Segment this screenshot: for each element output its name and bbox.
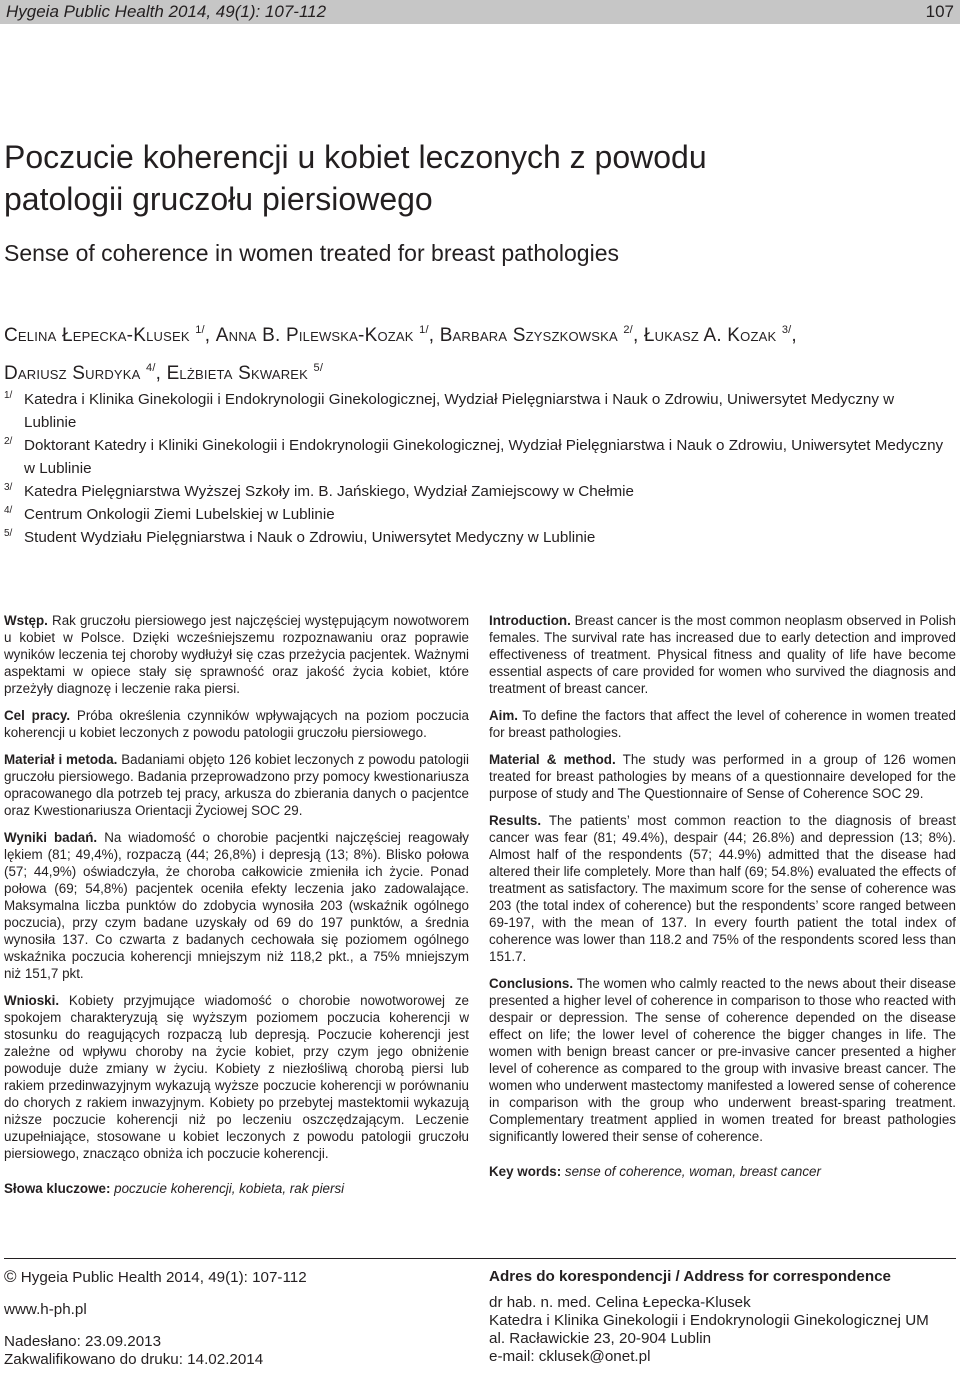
section-heading: Conclusions. [489, 976, 574, 991]
abstract-section [4, 751, 469, 819]
publication-info [4, 1268, 474, 1369]
abstract-section [489, 612, 956, 697]
section-text: To define the factors that affect the level of coherence in women treated for breast pathologies. [489, 708, 956, 740]
affiliation-item [4, 480, 949, 503]
section-text: Kobiety przyjmujące wiadomość o chorobie nowotworowej ze spokojem charakteryzują się wyższym poziomem poczucia koherencji w stosunku do reagujących rozpaczą lub depresją. Poczucie koherencji jest zależne od wpływu choroby na życie kobiet, przy czym jego obniżenie powoduje duże zmiany w życiu. Kobiety z niezłośliwą chorobą piersi lub rakiem przedinwazyjnym wykazują wyższe poczucie koherencji w porównaniu do chorych z rakiem inwazyjnym. Kobiety po przebytej mastektomii wykazują niższe poczucie koherencji niż po leczeniu oszczędzającym. Leczenie uzupełniające, stosowane u kobiet leczonych z powodu patologii gruczołu piersiowego, znacząco obniża ich poczucie koherencji. [4, 993, 469, 1161]
section-text: The study was performed in a group of 126 women treated for breast pathologies by means of a questionnaire developed for the purpose of study and The Questionnaire of Sense of Coherence SOC 29. [489, 752, 956, 801]
keywords-label: Słowa kluczowe: [4, 1181, 111, 1196]
abstract-section [489, 707, 956, 741]
author-name: Barbara Szyszkowska [439, 325, 618, 346]
keywords-text: sense of coherence, woman, breast cancer [561, 1164, 821, 1179]
keywords-english [489, 1163, 956, 1180]
section-heading: Wnioski. [4, 993, 60, 1008]
affiliation-number: 3/ [4, 482, 13, 493]
section-heading: Introduction. [489, 613, 571, 628]
website-link[interactable]: www.h-ph.pl [4, 1301, 87, 1318]
author-name: Anna B. Pilewska-Kozak [215, 325, 414, 346]
affiliation-text: Katedra i Klinika Ginekologii i Endokrynologii Ginekologicznej, Wydział Pielęgniarstwa i Nauk o Zdrowiu, Uniwersytet Medyczny w Lublinie [24, 391, 895, 431]
citation-line [4, 1268, 474, 1287]
abstract-english [489, 612, 956, 1190]
correspondence-institution: Katedra i Klinika Ginekologii i Endokrynologii Ginekologicznej UM [489, 1312, 929, 1329]
affiliation-item [4, 434, 949, 480]
affiliation-number: 2/ [4, 436, 13, 447]
citation-text: Hygeia Public Health 2014, 49(1): 107-112 [20, 1269, 307, 1286]
abstract-section [4, 612, 469, 697]
author-affiliation-sup: 1/ [195, 324, 205, 336]
section-heading: Results. [489, 813, 542, 828]
submitted-date: Nadesłano: 23.09.2013 [4, 1333, 162, 1350]
section-heading: Wyniki badań. [4, 830, 98, 845]
section-text: Próba określenia czynników wpływających na poziom poczucia koherencji u kobiet leczonych z powodu patologii gruczołu piersiowego. [4, 708, 469, 740]
accepted-date: Zakwalifikowano do druku: 14.02.2014 [4, 1351, 264, 1368]
correspondence-name: dr hab. n. med. Celina Łepecka-Klusek [489, 1294, 751, 1311]
affiliation-item [4, 526, 949, 549]
correspondence-title: Adres do korespondencji / Address for correspondence [489, 1268, 892, 1285]
affiliation-item [4, 503, 949, 526]
section-text: Breast cancer is the most common neoplasm observed in Polish females. The survival rate has increased due to early detection and improved effectiveness of treatment. Physical fitness and quality of life have become essential aspects of care provided for women who survived the diagnosis and treatment of breast cancer. [489, 613, 956, 696]
abstract-polish [4, 612, 469, 1207]
abstract-section [4, 829, 469, 982]
keywords-text: poczucie koherencji, kobieta, rak piersi [110, 1181, 345, 1196]
section-heading: Material & method. [489, 752, 616, 767]
abstract-section [489, 751, 956, 802]
footer-divider [4, 1258, 956, 1259]
affiliation-text: Student Wydziału Pielęgniarstwa i Nauk o Zdrowiu, Uniwersytet Medyczny w Lublinie [24, 529, 596, 546]
correspondence-block [489, 1268, 956, 1366]
section-text: Na wiadomość o chorobie pacjentki najczęściej reagowały lękiem (81; 49,4%), rozpaczą (44; 26,8%) i depresją (13; 8%). Blisko połowa (57; 44,9%) oświadczyła, że choroba całkowicie zmieniła ich życie. Ponad połowa (69; 54,8%) pacjentek oceniła efekty leczenia jako zadowalające. Maksymalna liczba punktów do zdobycia wynosiła 203 (wskaźnik ogólnego poczucia), przy czym badane uzyskały od 69 do 197 punktów, a średnia wynosiła 137. Co czwarta z badanych cechowała się poziomem ogólnego wskaźnika poczucia koherencji mniejszym niż 118,2 pkt., a 75% mniejszym niż 151,7 pkt. [4, 830, 469, 981]
section-heading: Materiał i metoda. [4, 752, 118, 767]
title-polish-line-1: Poczucie koherencji u kobiet leczonych z powodu [4, 139, 707, 175]
author-affiliation-sup: 4/ [146, 362, 156, 374]
abstract-section [4, 707, 469, 741]
author-affiliation-sup: 1/ [419, 324, 429, 336]
journal-citation-header: Hygeia Public Health 2014, 49(1): 107-112 [6, 2, 327, 21]
title-polish [4, 136, 924, 220]
author-name: Celina Łepecka-Klusek [4, 325, 190, 346]
section-text: Rak gruczołu piersiowego jest najczęściej występującym nowotworem u kobiet w Polsce. Dzięki wcześniejszemu rozpoznawaniu oraz poprawie wyników leczenia tej choroby wydłużył się czas przeżycia pacjentek. Ważnymi aspektami w opiece stały się sprawność oraz jakość życia kobiet, które przeżyły diagnozę i leczenie raka piersi. [4, 613, 469, 696]
correspondence-email[interactable]: e-mail: cklusek@onet.pl [489, 1348, 651, 1365]
title-english: Sense of coherence in women treated for breast pathologies [4, 240, 619, 266]
section-text: Badaniami objęto 126 kobiet leczonych z powodu patologii gruczołu piersiowego. Badania przeprowadzono przy pomocy kwestionariusza opracowanego dla potrzeb tej pracy, arkusza do zbierania danych o pacjentce oraz Kwestionariusza Orientacji Życiowej SOC 29. [4, 752, 470, 818]
section-text: The patients’ most common reaction to the diagnosis of breast cancer was fear (81; 49.4%), despair (44; 26.8%) and depression (13; 8%). Almost half of the respondents (57; 44.9%) admitted that the disease had altered their life completely. More than half (69; 54.8%) evaluated the effects of treatment as satisfactory. The maximum score for the sense of coherence was 203 (the total index of coherence) but the respondents’ score ranged between 69-197, with the mean of 137. In every fourth patient the total index of coherence was lower than 118.2 and 75% of the respondents scored less than 151.7. [489, 813, 956, 964]
author-name: Elżbieta Skwarek [166, 363, 309, 384]
abstract-section [4, 992, 469, 1162]
keywords-polish [4, 1180, 469, 1197]
author-list: Celina Łepecka-Klusek $^{1/}$, Anna B. Pilewska-Kozak $^{1/}$, Barbara Szyszkowska $^{2/}$, Łukasz A. Kozak $^{3/}$, Dariusz Surdyka $^{4/}$, Elżbieta Skwarek $^{5/}$ [4, 324, 797, 384]
section-text: The women who calmly reacted to the news about their disease presented a higher level of coherence in comparison to those who reacted with despair or depression. The sense of coherence depended on the disease effect on life; the lower level of coherence the bigger changes in life. The women with benign breast cancer or pre-invasive cancer presented a higher level of coherence as compared to the group with invasive breast cancer. The women who underwent mastectomy manifested a lowered sense of coherence in comparison with the group who underwent breast-sparing treatment. Complementary treatment applied in women treated for breast pathologies significantly lowered their sense of coherence. [489, 976, 956, 1144]
author-name: Łukasz A. Kozak [643, 325, 777, 346]
author-affiliation-sup: 5/ [313, 362, 324, 374]
author-affiliation-sup: 3/ [781, 324, 792, 336]
affiliation-item [4, 388, 949, 434]
keywords-label: Key words: [489, 1164, 562, 1179]
author-name: Dariusz Surdyka [4, 363, 141, 384]
section-heading: Cel pracy. [4, 708, 71, 723]
affiliation-text: Katedra Pielęgniarstwa Wyższej Szkoły im. B. Jańskiego, Wydział Zamiejscowy w Chełmie [24, 483, 634, 500]
abstract-section [489, 812, 956, 965]
correspondence-address: al. Racławickie 23, 20-904 Lublin [489, 1330, 712, 1347]
section-heading: Aim. [489, 708, 519, 723]
affiliation-number: 5/ [4, 528, 13, 539]
affiliation-number: 4/ [4, 505, 13, 516]
affiliation-text: Centrum Onkologii Ziemi Lubelskiej w Lublinie [24, 506, 335, 523]
title-polish-line-2: patologii gruczołu piersiowego [4, 181, 433, 217]
affiliation-list [4, 388, 949, 549]
affiliation-number: 1/ [4, 390, 13, 401]
author-affiliation-sup: 2/ [623, 324, 633, 336]
copyright-icon: © [4, 1267, 17, 1286]
page-number: 107 [925, 2, 954, 21]
section-heading: Wstęp. [4, 613, 48, 628]
affiliation-text: Doktorant Katedry i Kliniki Ginekologii i Endokrynologii Ginekologicznej, Wydział Pielęgniarstwa i Nauk o Zdrowiu, Uniwersytet Medyczny w Lublinie [24, 437, 944, 477]
abstract-section [489, 975, 956, 1145]
